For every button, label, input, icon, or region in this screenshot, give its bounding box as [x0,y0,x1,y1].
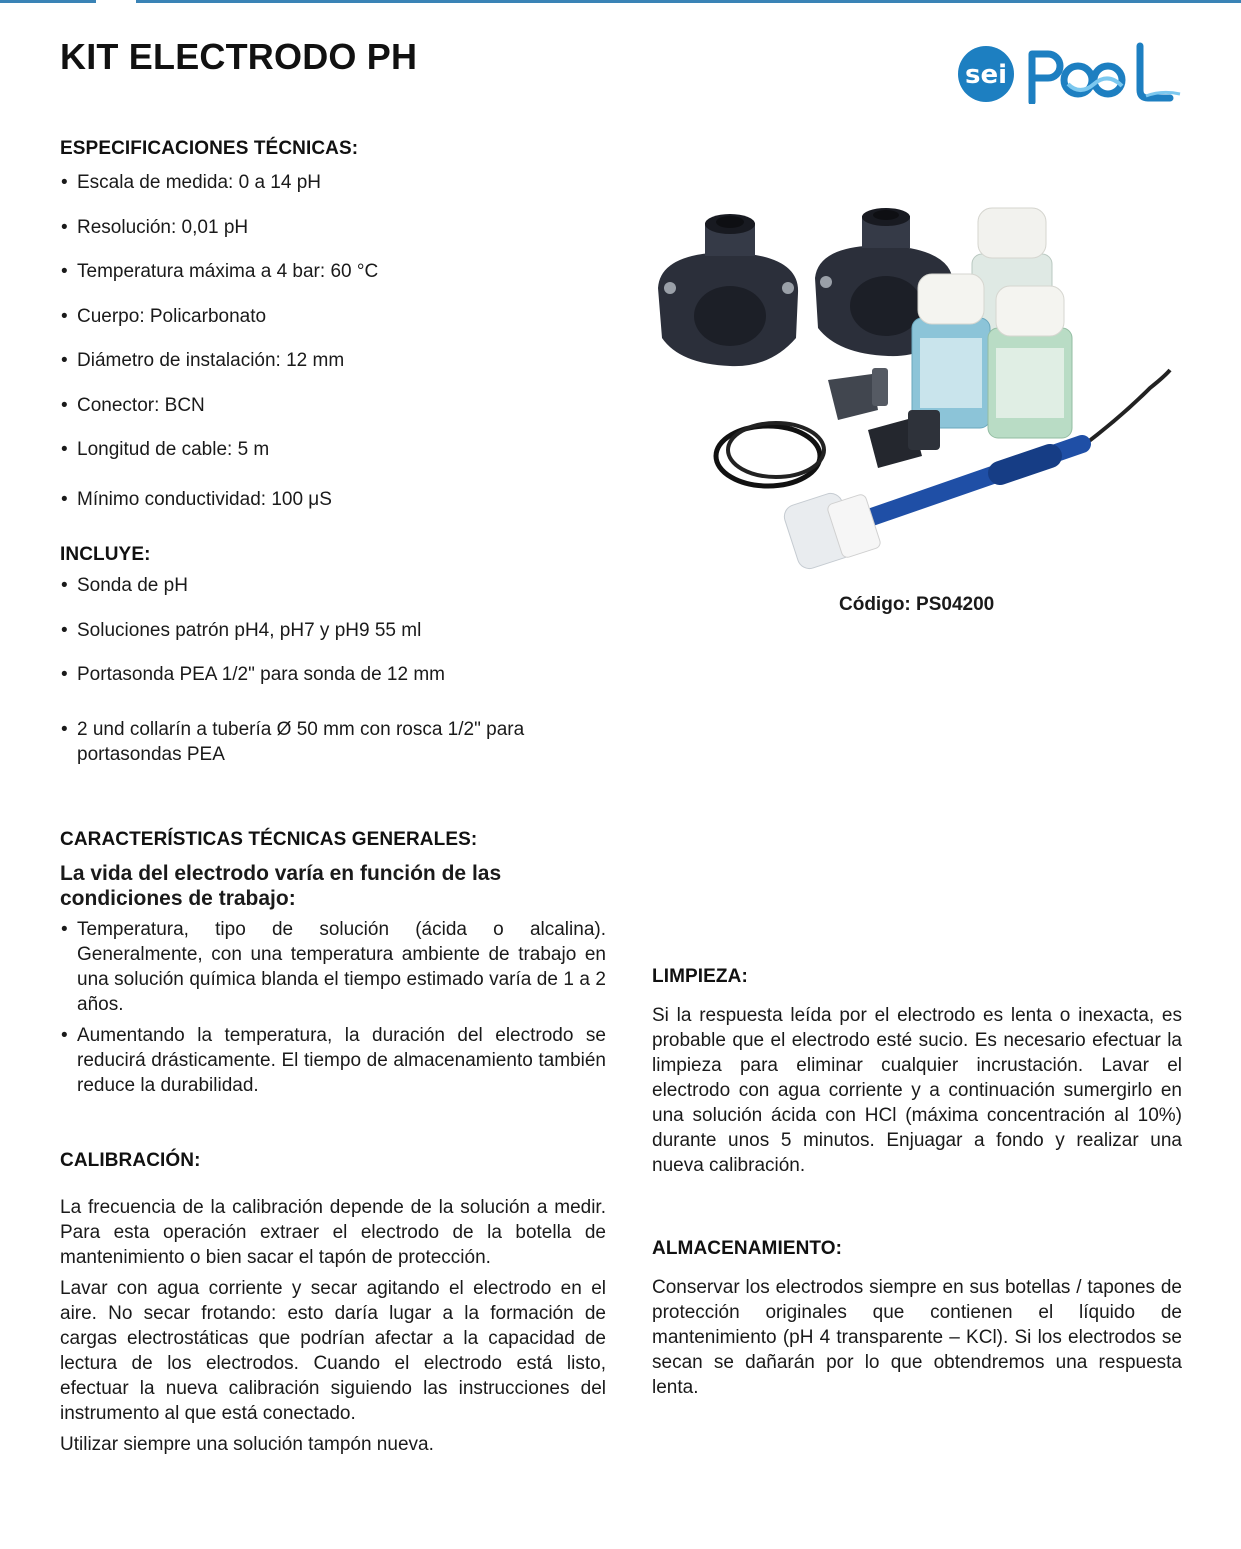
specs-list [60,170,606,512]
ph-electrode-kit-photo [650,198,1190,578]
storage-heading: ALMACENAMIENTO: [652,1238,843,1259]
spec-item: • Cuerpo: Policarbonato [60,304,606,329]
general-item: • Temperatura, tipo de solución (ácida o alcalina). Generalmente, con una temperatura ambiente de trabajo en una solución química blanda el tiempo estimado varía de 1 a 2 años. [60,917,606,1017]
cleaning-heading: LIMPIEZA: [652,966,748,987]
top-rule [0,0,1241,3]
left-column [60,138,606,1457]
include-item: • Portasonda PEA 1/2" para sonda de 12 mm [60,662,606,687]
spec-item: • Resolución: 0,01 pH [60,215,606,240]
spec-item: • Mínimo conductividad: 100 μS [60,487,606,512]
product-code: Código: PS04200 [839,594,995,615]
svg-text:sei: sei [964,60,1008,90]
general-heading: CARACTERÍSTICAS TÉCNICAS GENERALES: [60,829,478,850]
spec-item: • Longitud de cable: 5 m [60,437,606,462]
calibration-paragraph: La frecuencia de la calibración depende de la solución a medir. Para esta operación extraer el electrodo de la botella de mantenimiento o bien sacar el tapón de protección. [60,1197,606,1268]
calibration-paragraph: Lavar con agua corriente y secar agitando el electrodo en el aire. No secar frotando: esto daría lugar a la formación de cargas electrostáticas que podrían afectar a la capacidad de lectura de los electrodos. Cuando el electrodo está listo, efectuar la nueva calibración siguiendo las instrucciones del instrumento al que está conectado. [60,1278,606,1424]
specs-heading: ESPECIFICACIONES TÉCNICAS: [60,138,359,159]
general-item: • Aumentando la temperatura, la duración del electrodo se reducirá drásticamente. El tiempo de almacenamiento también reduce la durabilidad. [60,1023,606,1098]
includes-heading: INCLUYE: [60,544,151,565]
cleaning-section [652,966,1182,1178]
storage-section [652,1238,1182,1400]
spec-item: • Temperatura máxima a 4 bar: 60 °C [60,259,606,284]
include-item: • Soluciones patrón pH4, pH7 y pH9 55 ml [60,618,606,643]
cleaning-text: Si la respuesta leída por el electrodo es lenta o inexacta, es probable que el electrodo esté sucio. Es necesario efectuar la limpieza para eliminar cualquier incrustación. Lavar el electrodo con agua corriente y a continuación sumergirlo en una solución ácida con HCl (máxima concentración al 10%) durante unos 5 minutos. Enjuagar a fondo y realizar una nueva calibración. [652,1005,1182,1176]
include-item: • Sonda de pH [60,573,606,598]
sei-pool-logo [956,38,1188,104]
spec-item: • Escala de medida: 0 a 14 pH [60,170,606,195]
general-subheading: La vida del electrodo varía en función de las condiciones de trabajo: [60,862,502,910]
include-item: • 2 und collarín a tubería Ø 50 mm con rosca 1/2" para portasondas PEA [60,717,577,767]
page-title: KIT ELECTRODO PH [60,36,418,77]
includes-list [60,573,606,767]
calibration-heading: CALIBRACIÓN: [60,1150,201,1171]
spec-item: • Conector: BCN [60,393,606,418]
spec-item: • Diámetro de instalación: 12 mm [60,348,606,373]
top-tab [96,0,136,3]
general-list [60,917,606,1098]
storage-text: Conservar los electrodos siempre en sus botellas / tapones de protección originales que contienen el líquido de mantenimiento (pH 4 transparente – KCl). Si los electrodos se secan se dañarán por lo que obtendremos una respuesta lenta. [652,1277,1182,1398]
calibration-paragraph: Utilizar siempre una solución tampón nueva. [60,1434,434,1455]
